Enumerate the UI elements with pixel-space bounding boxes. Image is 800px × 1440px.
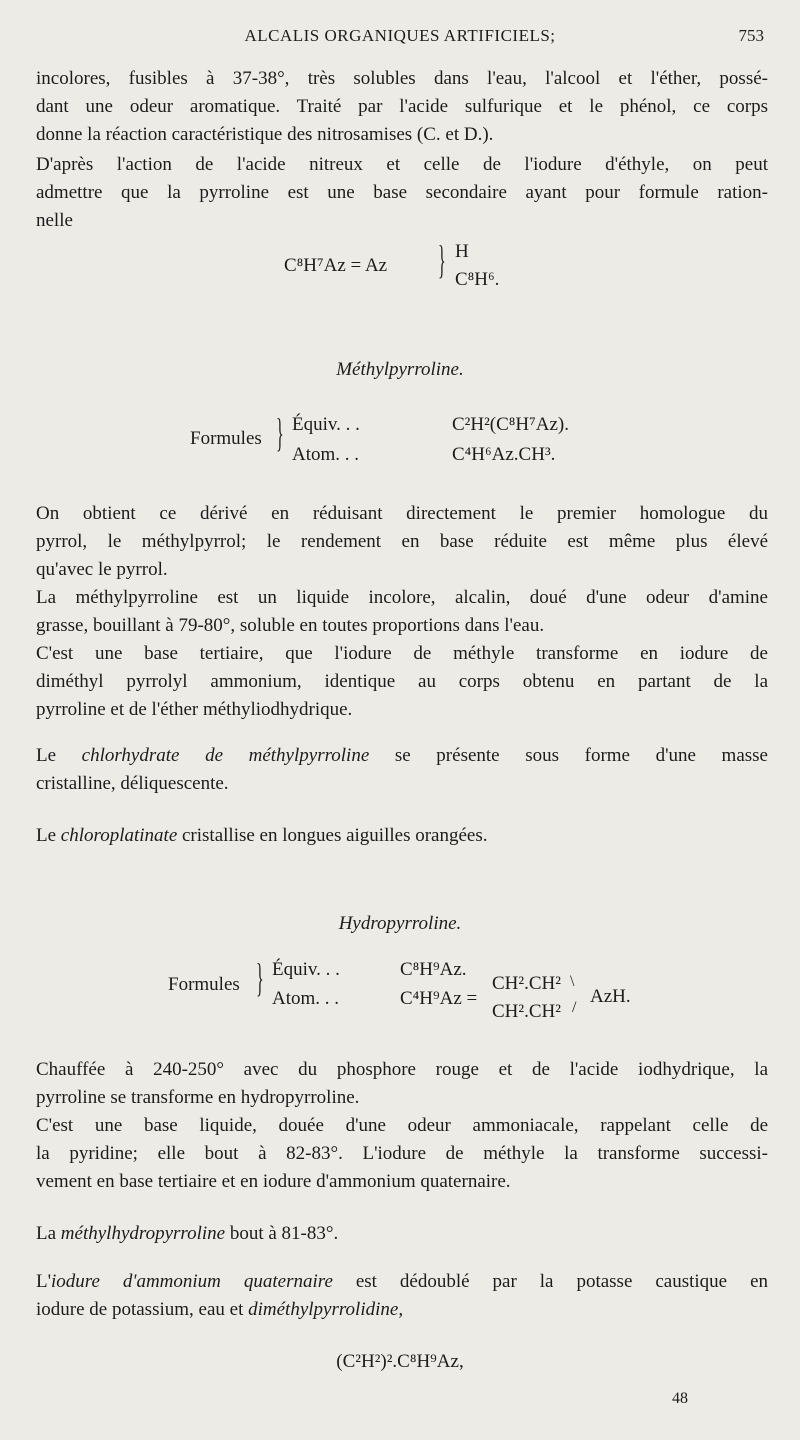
page-number: 753 [738,26,764,45]
text-line: Chauffée à 240-250° avec du phosphore rouge et de l'acide iodhydrique, la [36,1059,768,1080]
chlorhydrate-line: Le chlorhydrate de méthylpyrroline se présente sous forme d'une masse [36,745,768,766]
text-line: incolores, fusibles à 37-38°, très solubles dans l'eau, l'alcool et l'éther, possé- [36,68,768,89]
equiv-label: Équiv. . . [272,959,340,980]
text-line: vement en base tertiaire et en iodure d'ammonium quaternaire. [36,1171,511,1192]
iodure-line-2: iodure de potassium, eau et diméthylpyrrolidine, [36,1299,404,1320]
ring-right: AzH. [590,986,631,1007]
formula-bottom: C⁸H⁶. [455,269,500,290]
text-line: la pyridine; elle bout à 82-83°. L'iodure de méthyle la transforme successi- [36,1143,768,1164]
text-line: nelle [36,210,73,231]
text-line: grasse, bouillant à 79-80°, soluble en toutes proportions dans l'eau. [36,615,545,636]
ring-bottom: CH².CH² [492,1001,561,1022]
text-line: qu'avec le pyrrol. [36,559,168,580]
text-line: C'est une base liquide, douée d'une odeur ammoniacale, rappelant celle de [36,1115,768,1136]
atom-value: C⁴H⁶Az.CH³. [452,444,556,465]
signature-mark: 48 [672,1390,688,1407]
text-line: donne la réaction caractéristique des nitrosamises (C. et D.). [36,124,494,145]
text-line: La méthylpyrroline est un liquide incolore, alcalin, doué d'une odeur d'amine [36,587,768,608]
formula-top: H [455,241,469,262]
text-line: diméthyl pyrrolyl ammonium, identique au corps obtenu en partant de la [36,671,768,692]
atom-label: Atom. . . [292,444,360,465]
running-title: ALCALIS ORGANIQUES ARTIFICIELS; [244,26,556,45]
formula-left: C⁸H⁷Az = Az [284,255,388,276]
text-line: pyrroline se transforme en hydropyrroline. [36,1087,360,1108]
section-heading: Hydropyrroline. [338,913,462,934]
formulas-label: Formules [190,428,262,449]
text-line: D'après l'action de l'acide nitreux et celle de l'iodure d'éthyle, on peut [36,154,768,175]
ring-top: CH².CH² [492,973,561,994]
text-line: admettre que la pyrroline est une base secondaire ayant pour formule ration- [36,182,768,203]
methylhydro-line: La méthylhydropyrroline bout à 81-83°. [36,1223,339,1244]
equiv-label: Équiv. . . [292,414,360,435]
equiv-value: C⁸H⁹Az. [400,959,467,980]
document-page: ALCALIS ORGANIQUES ARTIFICIELS; 753 incolores, fusibles à 37-38°, très solubles dans l'eau, l'alcool et l'éther, possé- dant une odeur aromatique. Traité par l'acide sulfurique et le phénol, ce corps donne la réaction caractéristique des nitrosamises (C. et D.). D'après l'action de l'acide nitreux et celle de l'iodure d'éthyle, on peut admettre que la pyrroline est une base secondaire ayant pour formule ration- nelle C⁸H⁷Az = Az } H C⁸H⁶. Méthylpyrroline. Formules } Équiv. . . C²H²(C⁸H⁷Az). Atom. . . C⁴H⁶Az.CH³. On obtient ce dérivé en réduisant directement le premier homologue du pyrrol, le méthylpyrrol; le rendement en base réduite est même plus élevé qu'avec le pyrrol. La méthylpyrroline est un liquide incolore, alcalin, doué d'une odeur d'amine grasse, bouillant à 79-80°, soluble en toutes proportions dans l'eau. C'est une base tertiaire, que l'iodure de méthyle transforme en iodure de diméthyl pyrrolyl ammonium, identique au corps obtenu en partant de la pyrroline et de l'éther méthyliodhydrique. Le chlorhydrate de méthylpyrroline se présente sous forme d'une masse cristalline, déliquescente. Le chloroplatinate cristallise en longues aiguilles orangées. Hydropyrroline. Formules } Équiv. . . C⁸H⁹Az. Atom. . . C⁴H⁹Az = CH².CH² CH².CH² \ / AzH. Chauffée à 240-250° avec du phosphore rouge et de l'acide iodhydrique, la pyrroline se transforme en hydropyrroline. C'est une base liquide, douée d'une odeur ammoniacale, rappelant celle de la pyridine; elle bout à 82-83°. L'iodure de méthyle la transforme successi- vement en base tertiaire et en iodure d'ammonium quaternaire. La méthylhydropyrroline bout à 81-83°. L'iodure d'ammonium quaternaire est dédoublé par la potasse caustique en iodure de potassium, eau et diméthylpyrrolidine, (C²H²)².C⁸H⁹Az, 48 [0,0,800,1440]
text-line: cristalline, déliquescente. [36,773,229,794]
final-formula: (C²H²)².C⁸H⁹Az, [336,1351,464,1372]
equiv-value: C²H²(C⁸H⁷Az). [452,414,569,435]
iodure-line: L'iodure d'ammonium quaternaire est dédoublé par la potasse caustique en [36,1271,769,1292]
text-line: dant une odeur aromatique. Traité par l'acide sulfurique et le phénol, ce corps [36,96,768,117]
text-line: C'est une base tertiaire, que l'iodure de méthyle transforme en iodure de [36,643,768,664]
page-header [0,26,800,50]
formulas-label: Formules [168,974,240,995]
text-line: pyrrol, le méthylpyrrol; le rendement en base réduite est même plus élevé [36,531,768,552]
chloroplatinate-line: Le chloroplatinate cristallise en longues aiguilles orangées. [36,825,488,846]
atom-value: C⁴H⁹Az = [400,988,478,1009]
atom-label: Atom. . . [272,988,340,1009]
text-line: On obtient ce dérivé en réduisant directement le premier homologue du [36,503,768,524]
section-heading: Méthylpyrroline. [336,359,464,380]
text-line: pyrroline et de l'éther méthyliodhydrique. [36,699,353,720]
